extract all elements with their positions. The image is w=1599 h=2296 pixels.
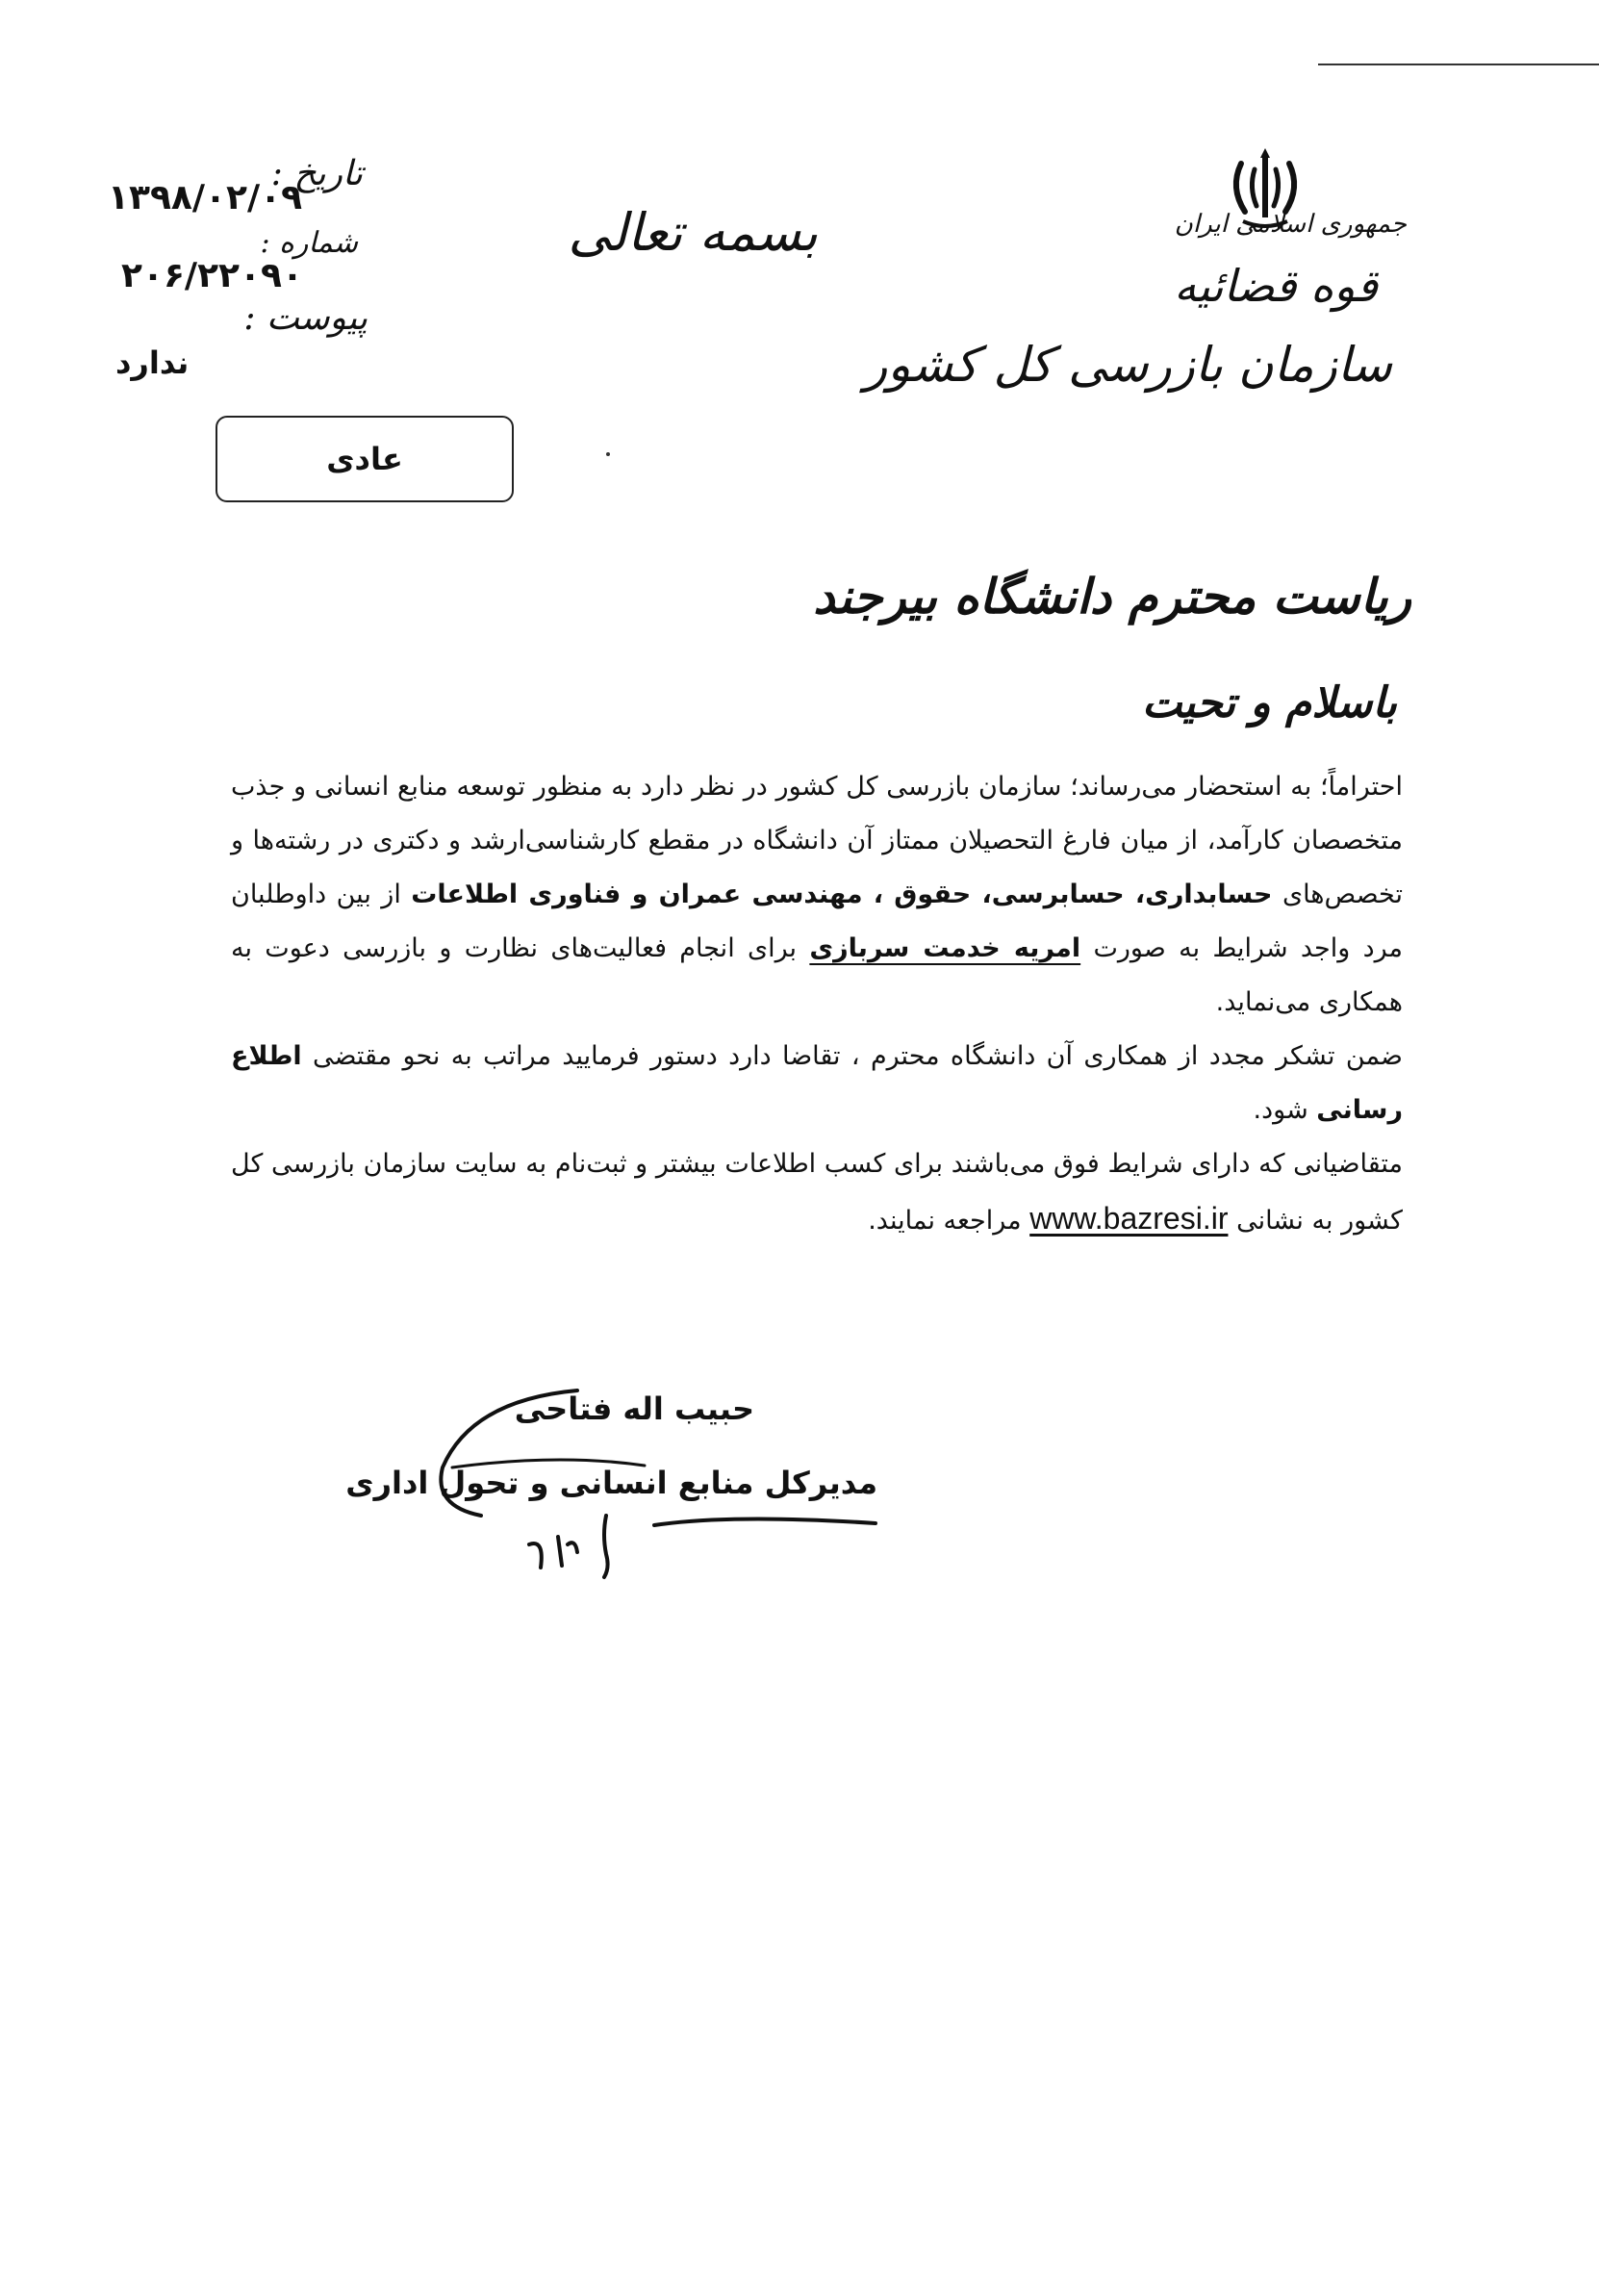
p2-text-b: شود. <box>1253 1095 1308 1125</box>
classification-box: عادی <box>216 416 514 502</box>
p2-text-a: ضمن تشکر مجدد از همکاری آن دانشگاه محترم ، تقاضا دارد دستور فرمایید مراتب به نحو مقتضی <box>312 1041 1403 1071</box>
number-value: ۲۰۶/۲۲۰۹۰ <box>121 256 303 295</box>
p1-text-c: برای انجام فعالیت‌های نظارت و بازرسی دعوت به همکاری می‌نماید. <box>231 933 1403 1017</box>
judiciary-label: قوه قضائیه <box>1174 260 1378 312</box>
p2-bold: اطلاع رسانی <box>231 1041 1403 1125</box>
top-rule <box>1318 64 1599 65</box>
p3-text-a: متقاضیانی که دارای شرایط فوق می‌باشند برای کسب اطلاعات بیشتر و ثبت‌نام به سایت سازمان بازرسی کل کشور به نشانی <box>231 1149 1403 1236</box>
signer-name: حبیب اله فتاحی <box>514 1390 754 1427</box>
website-link[interactable]: www.bazresi.ir <box>1029 1201 1229 1236</box>
p3-text-b: مراجعه نمایند. <box>868 1206 1022 1236</box>
letter-body <box>231 760 1403 1248</box>
scan-dot <box>606 452 610 456</box>
addressee: ریاست محترم دانشگاه بیرجند <box>813 568 1411 625</box>
p1-text-b: از بین داوطلبان مرد واجد شرایط به صورت <box>231 880 1403 963</box>
number-label: شماره : <box>260 226 358 260</box>
body-paragraph-2 <box>231 1030 1403 1137</box>
date-value: ۱۳۹۸/۰۲/۰۹ <box>108 178 303 217</box>
p1-fields: حسابداری، حسابرسی، حقوق ، مهندسی عمران و فناوری اطلاعات <box>411 880 1273 909</box>
body-paragraph-1 <box>231 760 1403 1030</box>
republic-label: جمهوری اسلامی ایران <box>1174 210 1407 239</box>
signer-title: مدیرکل منابع انسانی و تحول اداری <box>345 1465 877 1501</box>
p1-text-a: احتراماً؛ به استحضار می‌رساند؛ سازمان بازرسی کل کشور در نظر دارد به منظور توسعه منابع انسانی و جذب متخصصان کارآمد، از میان فارغ التحصیلان ممتاز آن دانشگاه در مقطع کارشناسی‌ارشد و دکتری در رشته‌ها و تخصص‌های <box>231 772 1403 909</box>
body-paragraph-3 <box>231 1137 1403 1248</box>
salutation: باسلام و تحیت <box>1141 678 1397 727</box>
organization-name: سازمان بازرسی کل کشور <box>864 337 1392 393</box>
attachment-label: پیوست : <box>243 298 368 338</box>
date-label: تاریخ : <box>270 154 363 193</box>
attachment-value: ندارد <box>115 344 190 381</box>
basmala: بسمه تعالی <box>568 202 818 263</box>
p1-service: امریه خدمت سربازی <box>809 933 1081 963</box>
